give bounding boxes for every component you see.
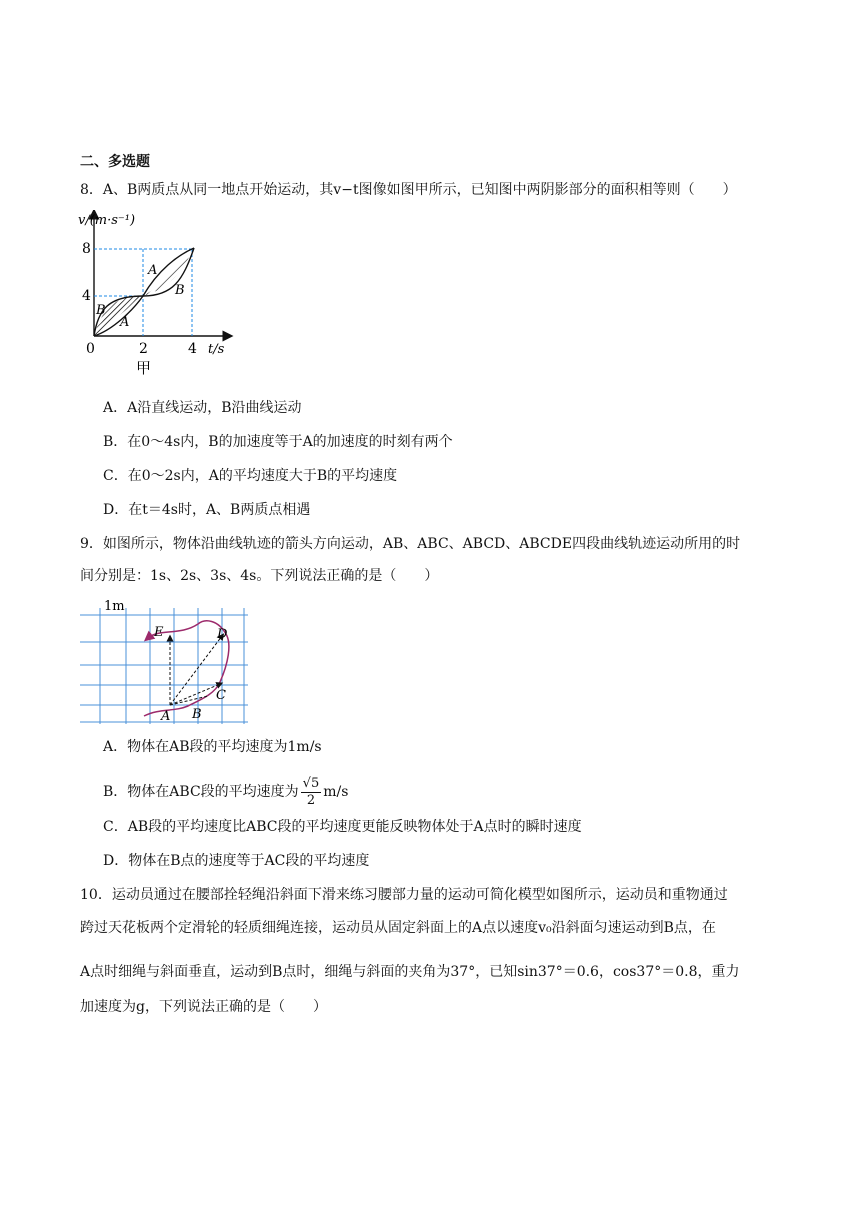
q8-option-c: C．在0～2s内，A的平均速度大于B的平均速度 bbox=[103, 468, 398, 484]
y-tick-4: 4 bbox=[82, 288, 91, 304]
q9-stem-line1: 9．如图所示，物体沿曲线轨迹的箭头方向运动，AB、ABC、ABCD、ABCDE四段曲线轨迹运动所用的时 bbox=[80, 536, 741, 552]
q9-stem-line2: 间分别是：1s、2s、3s、4s。下列说法正确的是（ ） bbox=[80, 568, 439, 584]
x-tick-4: 4 bbox=[188, 341, 197, 357]
label-b-left: B bbox=[96, 303, 106, 318]
section-title: 二、多选题 bbox=[80, 154, 150, 170]
label-a-lower: A bbox=[120, 315, 130, 330]
q9-option-b bbox=[103, 774, 348, 810]
q8-option-a: A．A沿直线运动，B沿曲线运动 bbox=[103, 400, 302, 416]
point-e-label: E bbox=[154, 625, 164, 640]
q9-trajectory-figure bbox=[80, 598, 255, 726]
scale-label: 1m bbox=[104, 599, 125, 614]
x-tick-0: 0 bbox=[86, 341, 95, 357]
q9-option-b-fraction bbox=[301, 776, 322, 809]
point-a-label: A bbox=[161, 709, 171, 724]
point-c-label: C bbox=[216, 688, 226, 703]
q8-option-d: D．在t＝4s时，A、B两质点相遇 bbox=[103, 502, 311, 518]
label-a-upper: A bbox=[148, 263, 158, 278]
q8-vt-graph bbox=[78, 210, 248, 380]
y-tick-8: 8 bbox=[82, 241, 91, 257]
label-b-right: B bbox=[175, 283, 185, 298]
q10-line4: 加速度为g，下列说法正确的是（ ） bbox=[80, 999, 327, 1015]
point-d-label: D bbox=[217, 627, 228, 642]
q9-option-b-prefix: B．物体在ABC段的平均速度为 bbox=[103, 784, 299, 800]
q9-option-d: D．物体在B点的速度等于AC段的平均速度 bbox=[103, 853, 370, 869]
fraction-denominator: 2 bbox=[306, 792, 316, 808]
q9-option-b-unit: m/s bbox=[323, 784, 349, 800]
displacement-ad bbox=[170, 636, 222, 705]
x-axis-label: t/s bbox=[208, 342, 225, 357]
q9-option-a: A．物体在AB段的平均速度为1m/s bbox=[103, 739, 322, 755]
q10-line3: A点时细绳与斜面垂直，运动到B点时，细绳与斜面的夹角为37°，已知sin37°＝0.6，cos37°＝0.8，重力 bbox=[80, 964, 740, 980]
q9-option-c: C．AB段的平均速度比ABC段的平均速度更能反映物体处于A点时的瞬时速度 bbox=[103, 819, 582, 835]
point-b-label: B bbox=[192, 707, 202, 722]
x-tick-2: 2 bbox=[139, 341, 148, 357]
q10-line1: 10．运动员通过在腰部拴轻绳沿斜面下滑来练习腰部力量的运动可简化模型如图所示，运动员和重物通过 bbox=[80, 887, 728, 903]
q8-option-b: B．在0～4s内，B的加速度等于A的加速度的时刻有两个 bbox=[103, 434, 453, 450]
fraction-numerator: √5 bbox=[302, 775, 320, 791]
y-axis-label: v/(m·s⁻¹) bbox=[78, 213, 136, 228]
q10-line2: 跨过天花板两个定滑轮的轻质细绳连接，运动员从固定斜面上的A点以速度v₀沿斜面匀速运动到B点，在 bbox=[80, 920, 716, 936]
figure-caption: 甲 bbox=[136, 359, 152, 377]
q8-stem: 8．A、B两质点从同一地点开始运动，其v−t图像如图甲所示，已知图中两阴影部分的面积相等则（ ） bbox=[80, 182, 737, 198]
